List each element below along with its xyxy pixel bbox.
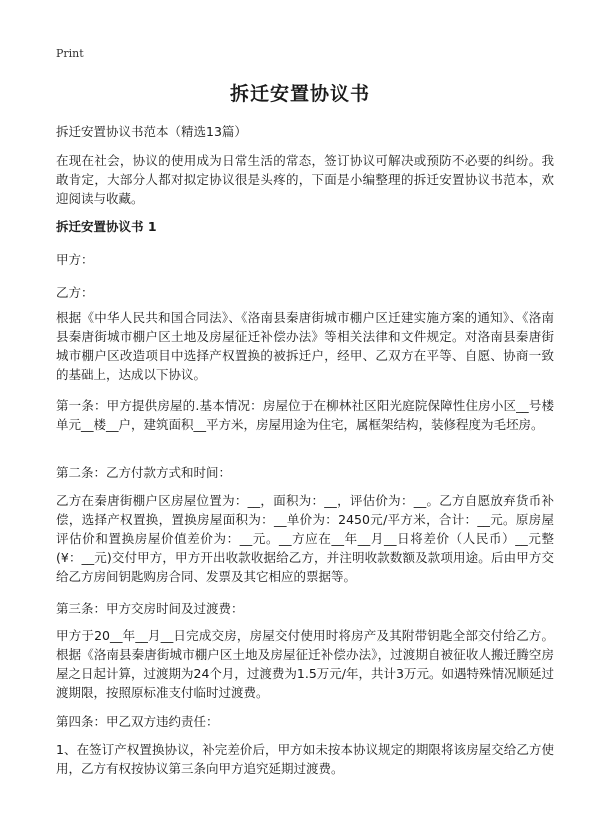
article-2-paragraph: 乙方在秦唐街棚户区房屋位置为：__，面积为：__，评估价为：__。乙方自愿放弃货币补偿，选择产权置换，置换房屋面积为：__单价为：2450元/平方米，合计：__元。原房屋评估价和置换房屋价值差价为：__元。__方应在__年__月__日将差价（人民币）__元整(¥：__元)交付甲方，甲方开出收款收据给乙方，并注明收款数额及款项用途。后由甲方交给乙方房间钥匙购房合同、发票及其它相应的票据等。	[56, 493, 554, 584]
party-b-line: 乙方：	[56, 285, 94, 300]
page-title: 拆迁安置协议书	[229, 83, 370, 105]
article-2-heading: 第二条：乙方付款方式和时间：	[56, 465, 232, 480]
party-a-line: 甲方：	[56, 252, 94, 267]
basis-paragraph: 根据《中华人民共和国合同法》、《洛南县秦唐街城市棚户区迁建实施方案的通知》、《洛南县秦唐街城市棚户区土地及房屋征迁补偿办法》等相关法律和文件规定。对洛南县秦唐街城市棚户区改造项目中选择产权置换的被拆迁户，经甲、乙双方在平等、自愿、协商一致的基础上，达成以下协议。	[56, 310, 554, 382]
article-1-paragraph: 第一条：甲方提供房屋的.基本情况：房屋位于在柳林社区阳光庭院保障性住房小区__号楼单元__楼__户，建筑面积__平方米，房屋用途为住宅，属框架结构，装修程度为毛坯房。	[56, 398, 554, 432]
article-4-heading: 第四条：甲乙双方违约责任：	[56, 714, 219, 729]
article-3-paragraph: 甲方于20__年__月__日完成交房，房屋交付使用时将房产及其附带钥匙全部交付给乙方。根据《洛南县秦唐街城市棚户区土地及房屋征迁补偿办法》，过渡期自被征收人搬迁腾空房屋之日起计算，过渡期为24个月，过渡费为1.5万元/年，共计3万元。如遇特殊情况顺延过渡期限，按照原标准支付临时过渡费。	[56, 628, 554, 700]
print-label[interactable]: Print	[56, 47, 84, 60]
section-heading: 拆迁安置协议书 1	[56, 219, 157, 234]
article-3-heading: 第三条：甲方交房时间及过渡费：	[56, 601, 244, 616]
document-subtitle: 拆迁安置协议书范本（精选13篇）	[56, 124, 247, 139]
article-4-item-1: 1、在签订产权置换协议，补完差价后，甲方如未按本协议规定的期限将该房屋交给乙方使用，乙方有权按协议第三条向甲方追究延期过渡费。	[56, 742, 554, 776]
intro-paragraph: 在现在社会，协议的使用成为日常生活的常态，签订协议可解决或预防不必要的纠纷。我敢肯定，大部分人都对拟定协议很是头疼的，下面是小编整理的拆迁安置协议书范本，欢迎阅读与收藏。	[56, 153, 554, 206]
